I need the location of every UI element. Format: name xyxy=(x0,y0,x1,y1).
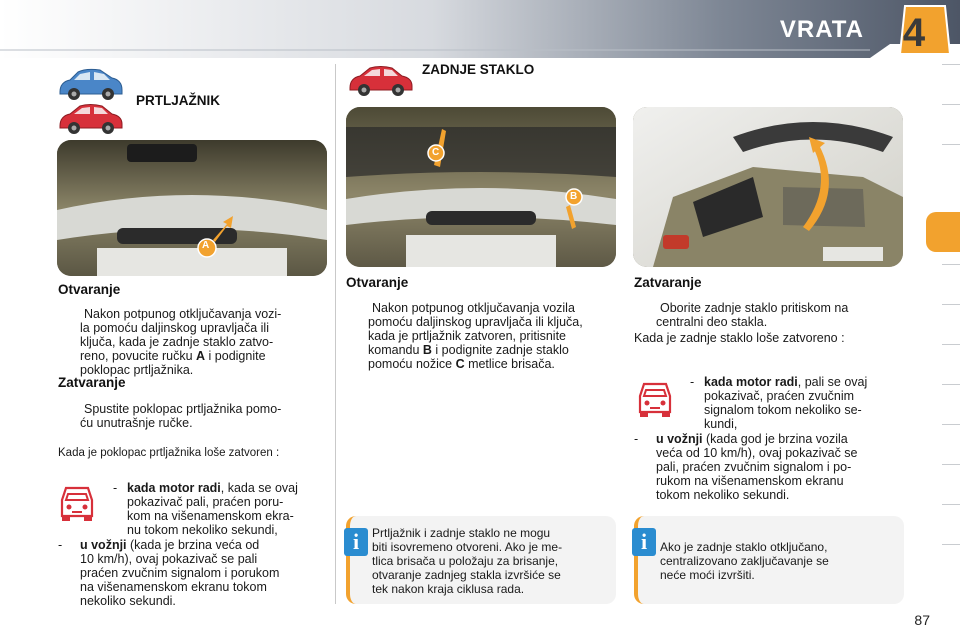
chapter-tab[interactable] xyxy=(942,504,960,542)
chapter-tab[interactable] xyxy=(942,304,960,342)
right-warning-driving: - u vožnji (kada god je brzina vozila veća od 10 km/h), ovaj pokazivač se pali, praćen zvučnim signalom i po- rukom na višenamenskom ekranu tokom nekoliko sekundi. xyxy=(634,432,858,502)
chapter-tab[interactable] xyxy=(942,384,960,422)
page-title: VRATA xyxy=(779,16,864,43)
left-opening-heading: Otvaranje xyxy=(58,282,121,297)
left-opening-text: Nakon potpunog otključavanja vozi- la pomoću daljinskog upravljača ili ključa, kada je zadnje staklo zatvo- reno, povucite ručku A i podignite poklopac prtljažnika. xyxy=(80,307,282,377)
info-box-trunk-window xyxy=(346,516,616,604)
section-heading-rear-window: ZADNJE STAKLO xyxy=(422,62,535,77)
callout-label-a: A xyxy=(202,240,210,251)
chapter-number: 4 xyxy=(902,11,926,55)
chapter-tab[interactable] xyxy=(942,464,960,502)
left-closing-text: Spustite poklopac prtljažnika pomo- ću unutrašnje ručke. xyxy=(80,402,282,430)
chapter-tab[interactable] xyxy=(942,104,960,142)
left-warning-intro: Kada je poklopac prtljažnika loše zatvoren : xyxy=(58,447,280,459)
left-warning-engine-running: - kada motor radi, kada se ovaj pokazivač pali, praćen poru- kom na višenamenskom ekra- nu tokom nekoliko sekundi, xyxy=(113,481,298,537)
column-divider xyxy=(335,64,336,604)
open-trunk-warning-icon xyxy=(58,482,96,524)
callout-label-b: B xyxy=(570,191,578,202)
blue-car-icon xyxy=(56,66,126,102)
info-icon: i xyxy=(632,528,656,556)
open-window-warning-icon xyxy=(636,378,674,420)
middle-opening-text: Nakon potpunog otključavanja vozila pomoću daljinskog upravljača ili ključa, kada je prtljažnik zatvoren, pritisnite komandu B i podignite zadnje staklo pomoću nožice C metlice brisača. xyxy=(368,301,583,371)
rear-window-release-photo xyxy=(346,107,616,267)
left-warning-driving: - u vožnji (kada je brzina veća od 10 km/h), ovaj pokazivač se pali praćen zvučnim signalom i porukom na višenamenskom ekranu tokom nekoliko sekundi. xyxy=(58,538,280,608)
chapter-tab-strip xyxy=(936,64,960,624)
red-car-icon xyxy=(56,100,126,136)
right-closing-heading: Zatvaranje xyxy=(634,275,702,290)
right-warning-intro: Kada je zadnje staklo loše zatvoreno : xyxy=(634,331,845,345)
trunk-handle-photo xyxy=(57,140,327,276)
chapter-tab[interactable] xyxy=(942,64,960,102)
chapter-tab[interactable] xyxy=(942,264,960,302)
info-text: Prtljažnik i zadnje staklo ne mogu biti isovremeno otvoreni. Ako je me- tlica brisača u položaju za brisanje, otvaranje zadnjeg stakla izvršiće se tek nakon kraja ciklusa rada. xyxy=(372,526,563,596)
middle-opening-heading: Otvaranje xyxy=(346,275,409,290)
page-number: 87 xyxy=(914,612,930,628)
chapter-tab-active[interactable] xyxy=(926,212,960,252)
info-box-central-locking xyxy=(634,516,904,604)
section-heading-trunk: PRTLJAŽNIK xyxy=(136,93,220,108)
chapter-tab[interactable] xyxy=(942,344,960,382)
right-closing-text: Oborite zadnje staklo pritiskom na centralni deo stakla. xyxy=(656,301,849,329)
red-hatchback-icon xyxy=(346,62,416,98)
chapter-tab[interactable] xyxy=(942,144,960,182)
left-closing-heading: Zatvaranje xyxy=(58,375,126,390)
info-text: Ako je zadnje staklo otključano, centralizovano zaključavanje se neće moći izvršiti. xyxy=(660,540,829,582)
info-icon: i xyxy=(344,528,368,556)
rear-window-open-photo xyxy=(633,107,903,267)
callout-label-c: C xyxy=(432,147,440,158)
right-warning-engine-running: - kada motor radi, pali se ovaj pokazivač, praćen zvučnim signalom tokom nekoliko se- kundi, xyxy=(690,375,868,431)
chapter-tab[interactable] xyxy=(942,544,960,582)
chapter-tab[interactable] xyxy=(942,424,960,462)
